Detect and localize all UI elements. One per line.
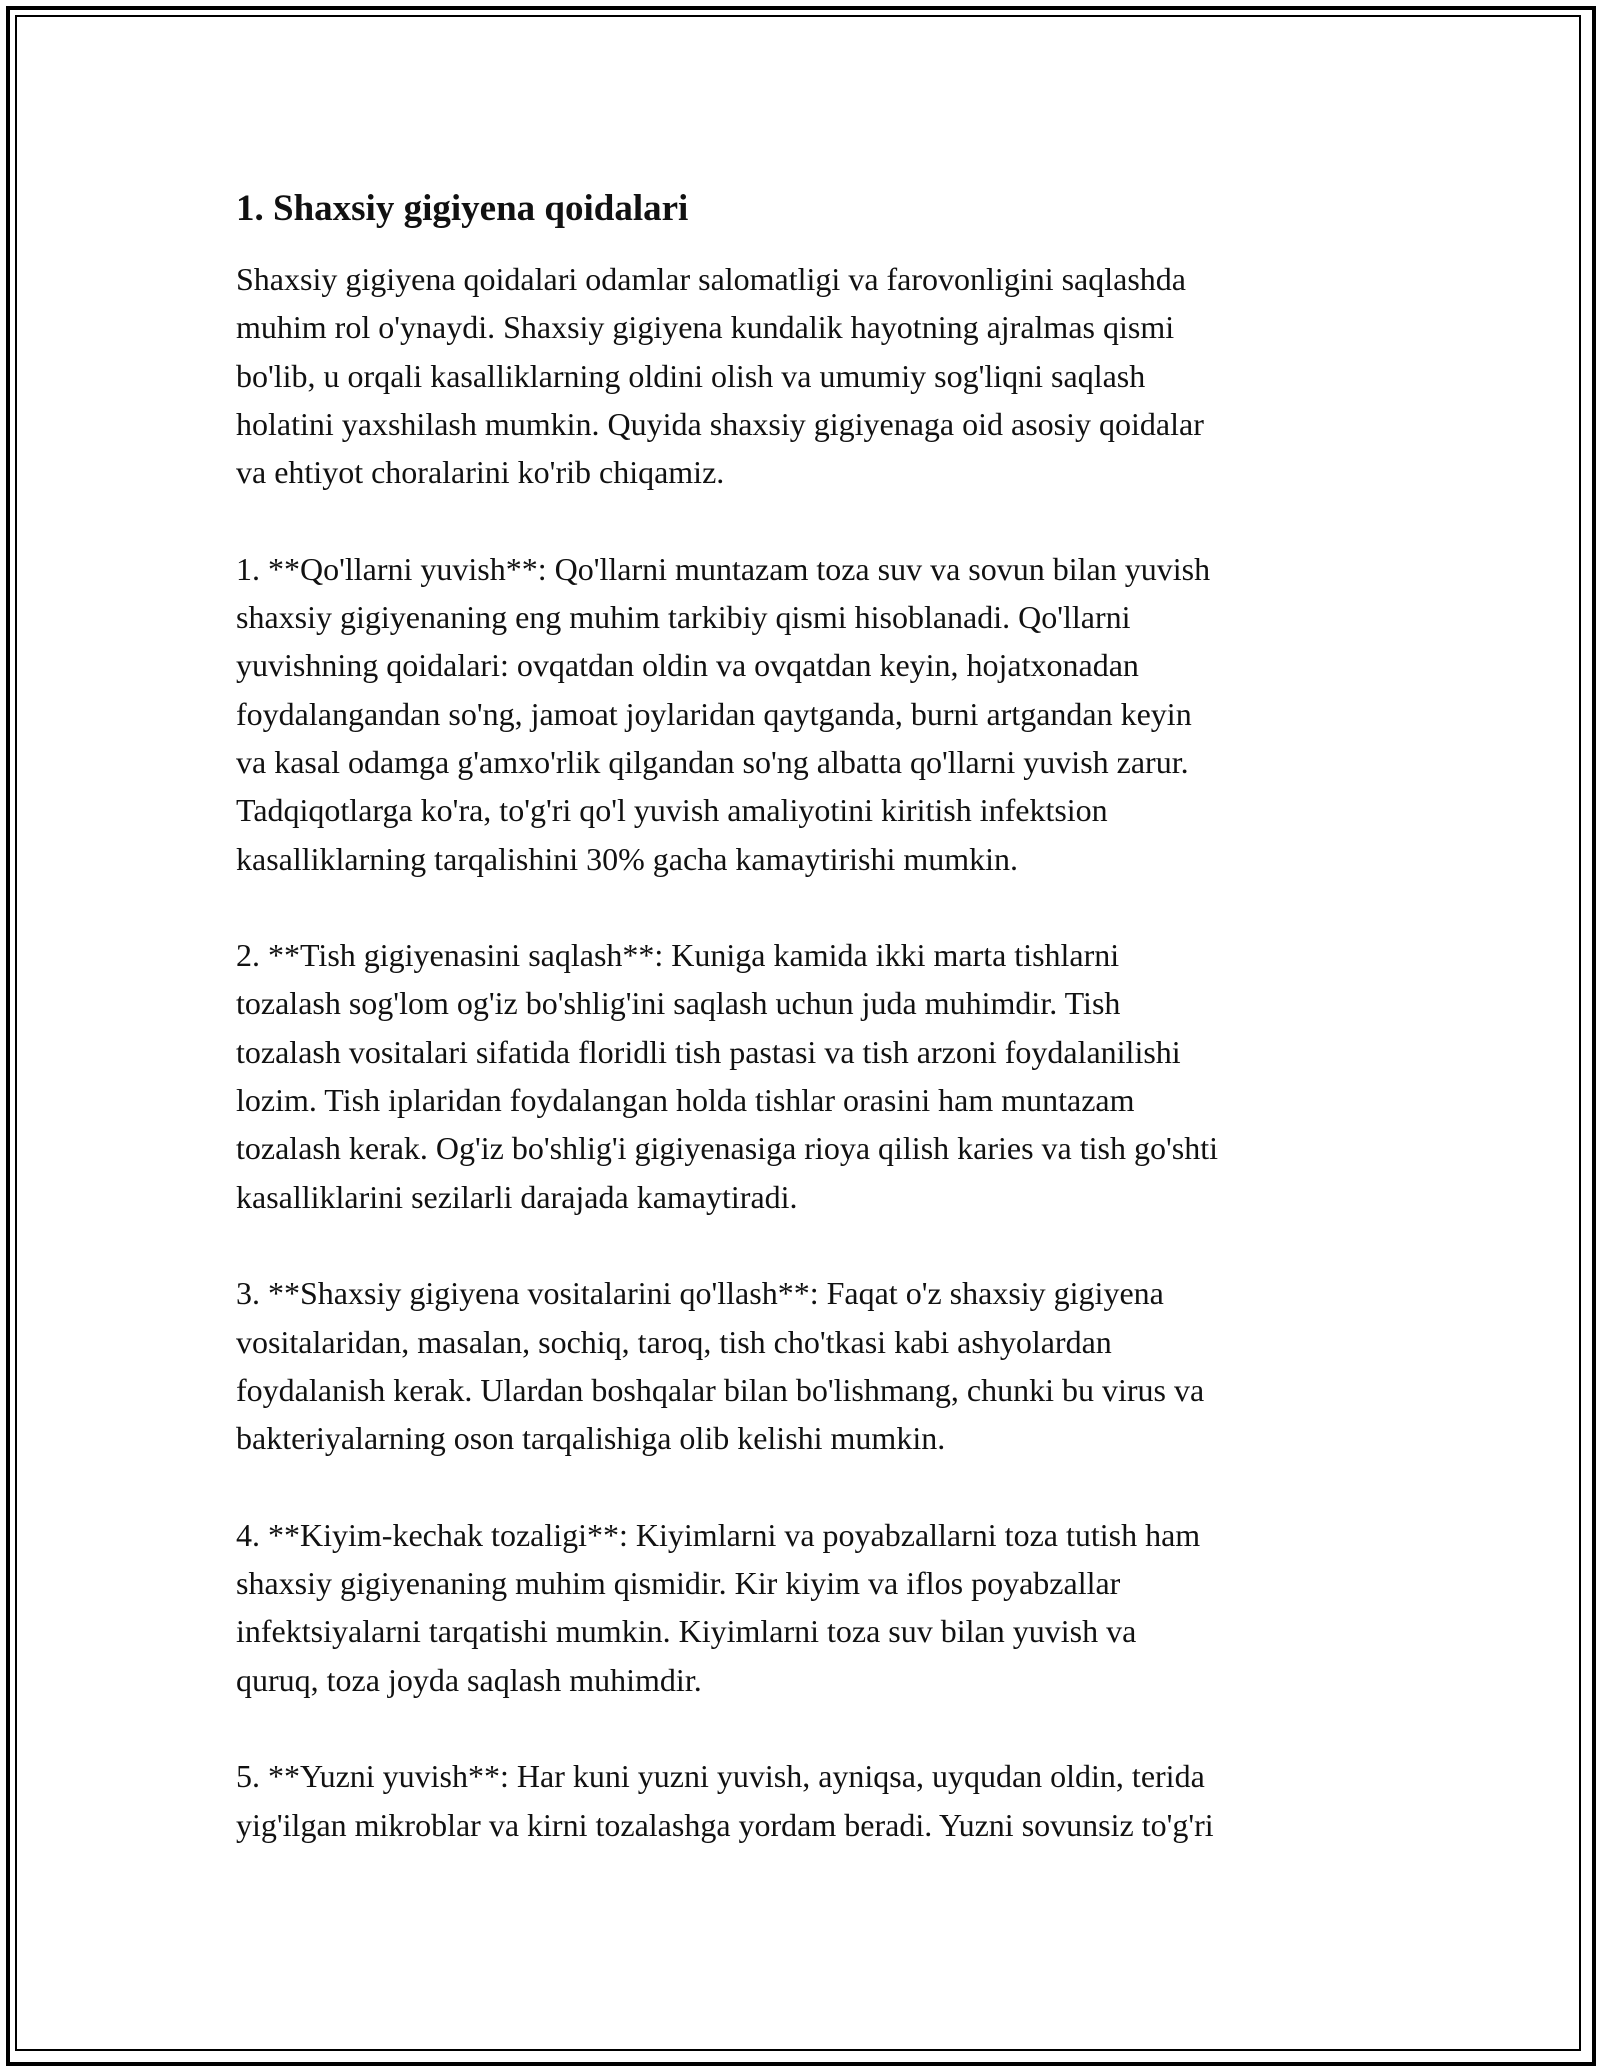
text-line: yuvishning qoidalari: ovqatdan oldin va ovqatdan keyin, hojatxonadan xyxy=(236,647,1139,684)
text-line: yig'ilgan mikroblar va kirni tozalashga yordam beradi. Yuzni sovunsiz to'g'ri xyxy=(236,1806,1214,1843)
text-line: tozalash kerak. Og'iz bo'shlig'i gigiyenasiga rioya qilish karies va tish go'shti xyxy=(236,1130,1218,1167)
text-line: infektsiyalarni tarqatishi mumkin. Kiyimlarni toza suv bilan yuvish va xyxy=(236,1613,1137,1650)
paragraph xyxy=(236,931,1376,1221)
text-line: bakteriyalarning oson tarqalishiga olib kelishi mumkin. xyxy=(236,1420,946,1457)
text-line: tozalash sog'lom og'iz bo'shlig'ini saqlash uchun juda muhimdir. Tish xyxy=(236,985,1121,1022)
text-line: shaxsiy gigiyenaning eng muhim tarkibiy qismi hisoblanadi. Qo'llarni xyxy=(236,599,1131,636)
text-line: quruq, toza joyda saqlash muhimdir. xyxy=(236,1661,702,1698)
text-line: va ehtiyot choralarini ko'rib chiqamiz. xyxy=(236,454,725,491)
paragraph xyxy=(236,545,1376,883)
text-line: Shaxsiy gigiyena qoidalari odamlar salomatligi va farovonligini saqlashda xyxy=(236,261,1186,297)
text-line: tozalash vositalari sifatida floridli tish pastasi va tish arzoni foydalanilishi xyxy=(236,1033,1181,1070)
text-line: kasalliklarini sezilarli darajada kamaytiradi. xyxy=(236,1178,798,1215)
text-line: 4. **Kiyim-kechak tozaligi**: Kiyimlarni va poyabzallarni toza tutish ham xyxy=(236,1516,1201,1553)
text-line: lozim. Tish iplaridan foydalangan holda tishlar orasini ham muntazam xyxy=(236,1082,1135,1119)
text-line: muhim rol o'ynaydi. Shaxsiy gigiyena kundalik hayotning ajralmas qismi xyxy=(236,309,1175,346)
text-line: 1. **Qo'llarni yuvish**: Qo'llarni muntazam toza suv va sovun bilan yuvish xyxy=(236,550,1211,587)
paragraph xyxy=(236,1511,1376,1704)
document-body xyxy=(236,185,1376,1897)
text-line: 2. **Tish gigiyenasini saqlash**: Kuniga kamida ikki marta tishlarni xyxy=(236,937,1120,974)
text-line: holatini yaxshilash mumkin. Quyida shaxsiy gigiyenaga oid asosiy qoidalar xyxy=(236,405,1204,442)
document-heading: 1. Shaxsiy gigiyena qoidalari xyxy=(236,188,689,229)
text-line: Tadqiqotlarga ko'ra, to'g'ri qo'l yuvish amaliyotini kiritish infektsion xyxy=(236,792,1108,829)
text-line: shaxsiy gigiyenaning muhim qismidir. Kir kiyim va iflos poyabzallar xyxy=(236,1565,1121,1602)
paragraph xyxy=(236,1752,1376,1849)
text-line: 5. **Yuzni yuvish**: Har kuni yuzni yuvish, ayniqsa, uyqudan oldin, terida xyxy=(236,1758,1205,1795)
text-line: va kasal odamga g'amxo'rlik qilgandan so'ng albatta qo'llarni yuvish zarur. xyxy=(236,743,1189,780)
text-line: 3. **Shaxsiy gigiyena vositalarini qo'llash**: Faqat o'z shaxsiy gigiyena xyxy=(236,1275,1164,1312)
text-line: foydalanish kerak. Ulardan boshqalar bilan bo'lishmang, chunki bu virus va xyxy=(236,1371,1205,1408)
paragraph xyxy=(236,255,1376,496)
paragraph xyxy=(236,1269,1376,1462)
text-line: kasalliklarning tarqalishini 30% gacha kamaytirishi mumkin. xyxy=(236,840,1019,877)
paragraph-list xyxy=(236,255,1376,1849)
text-line: vositalaridan, masalan, sochiq, taroq, tish cho'tkasi kabi ashyolardan xyxy=(236,1323,1112,1360)
text-line: bo'lib, u orqali kasalliklarning oldini olish va umumiy sog'liqni saqlash xyxy=(236,357,1146,394)
text-line: foydalangandan so'ng, jamoat joylaridan qaytganda, burni artgandan keyin xyxy=(236,695,1192,732)
